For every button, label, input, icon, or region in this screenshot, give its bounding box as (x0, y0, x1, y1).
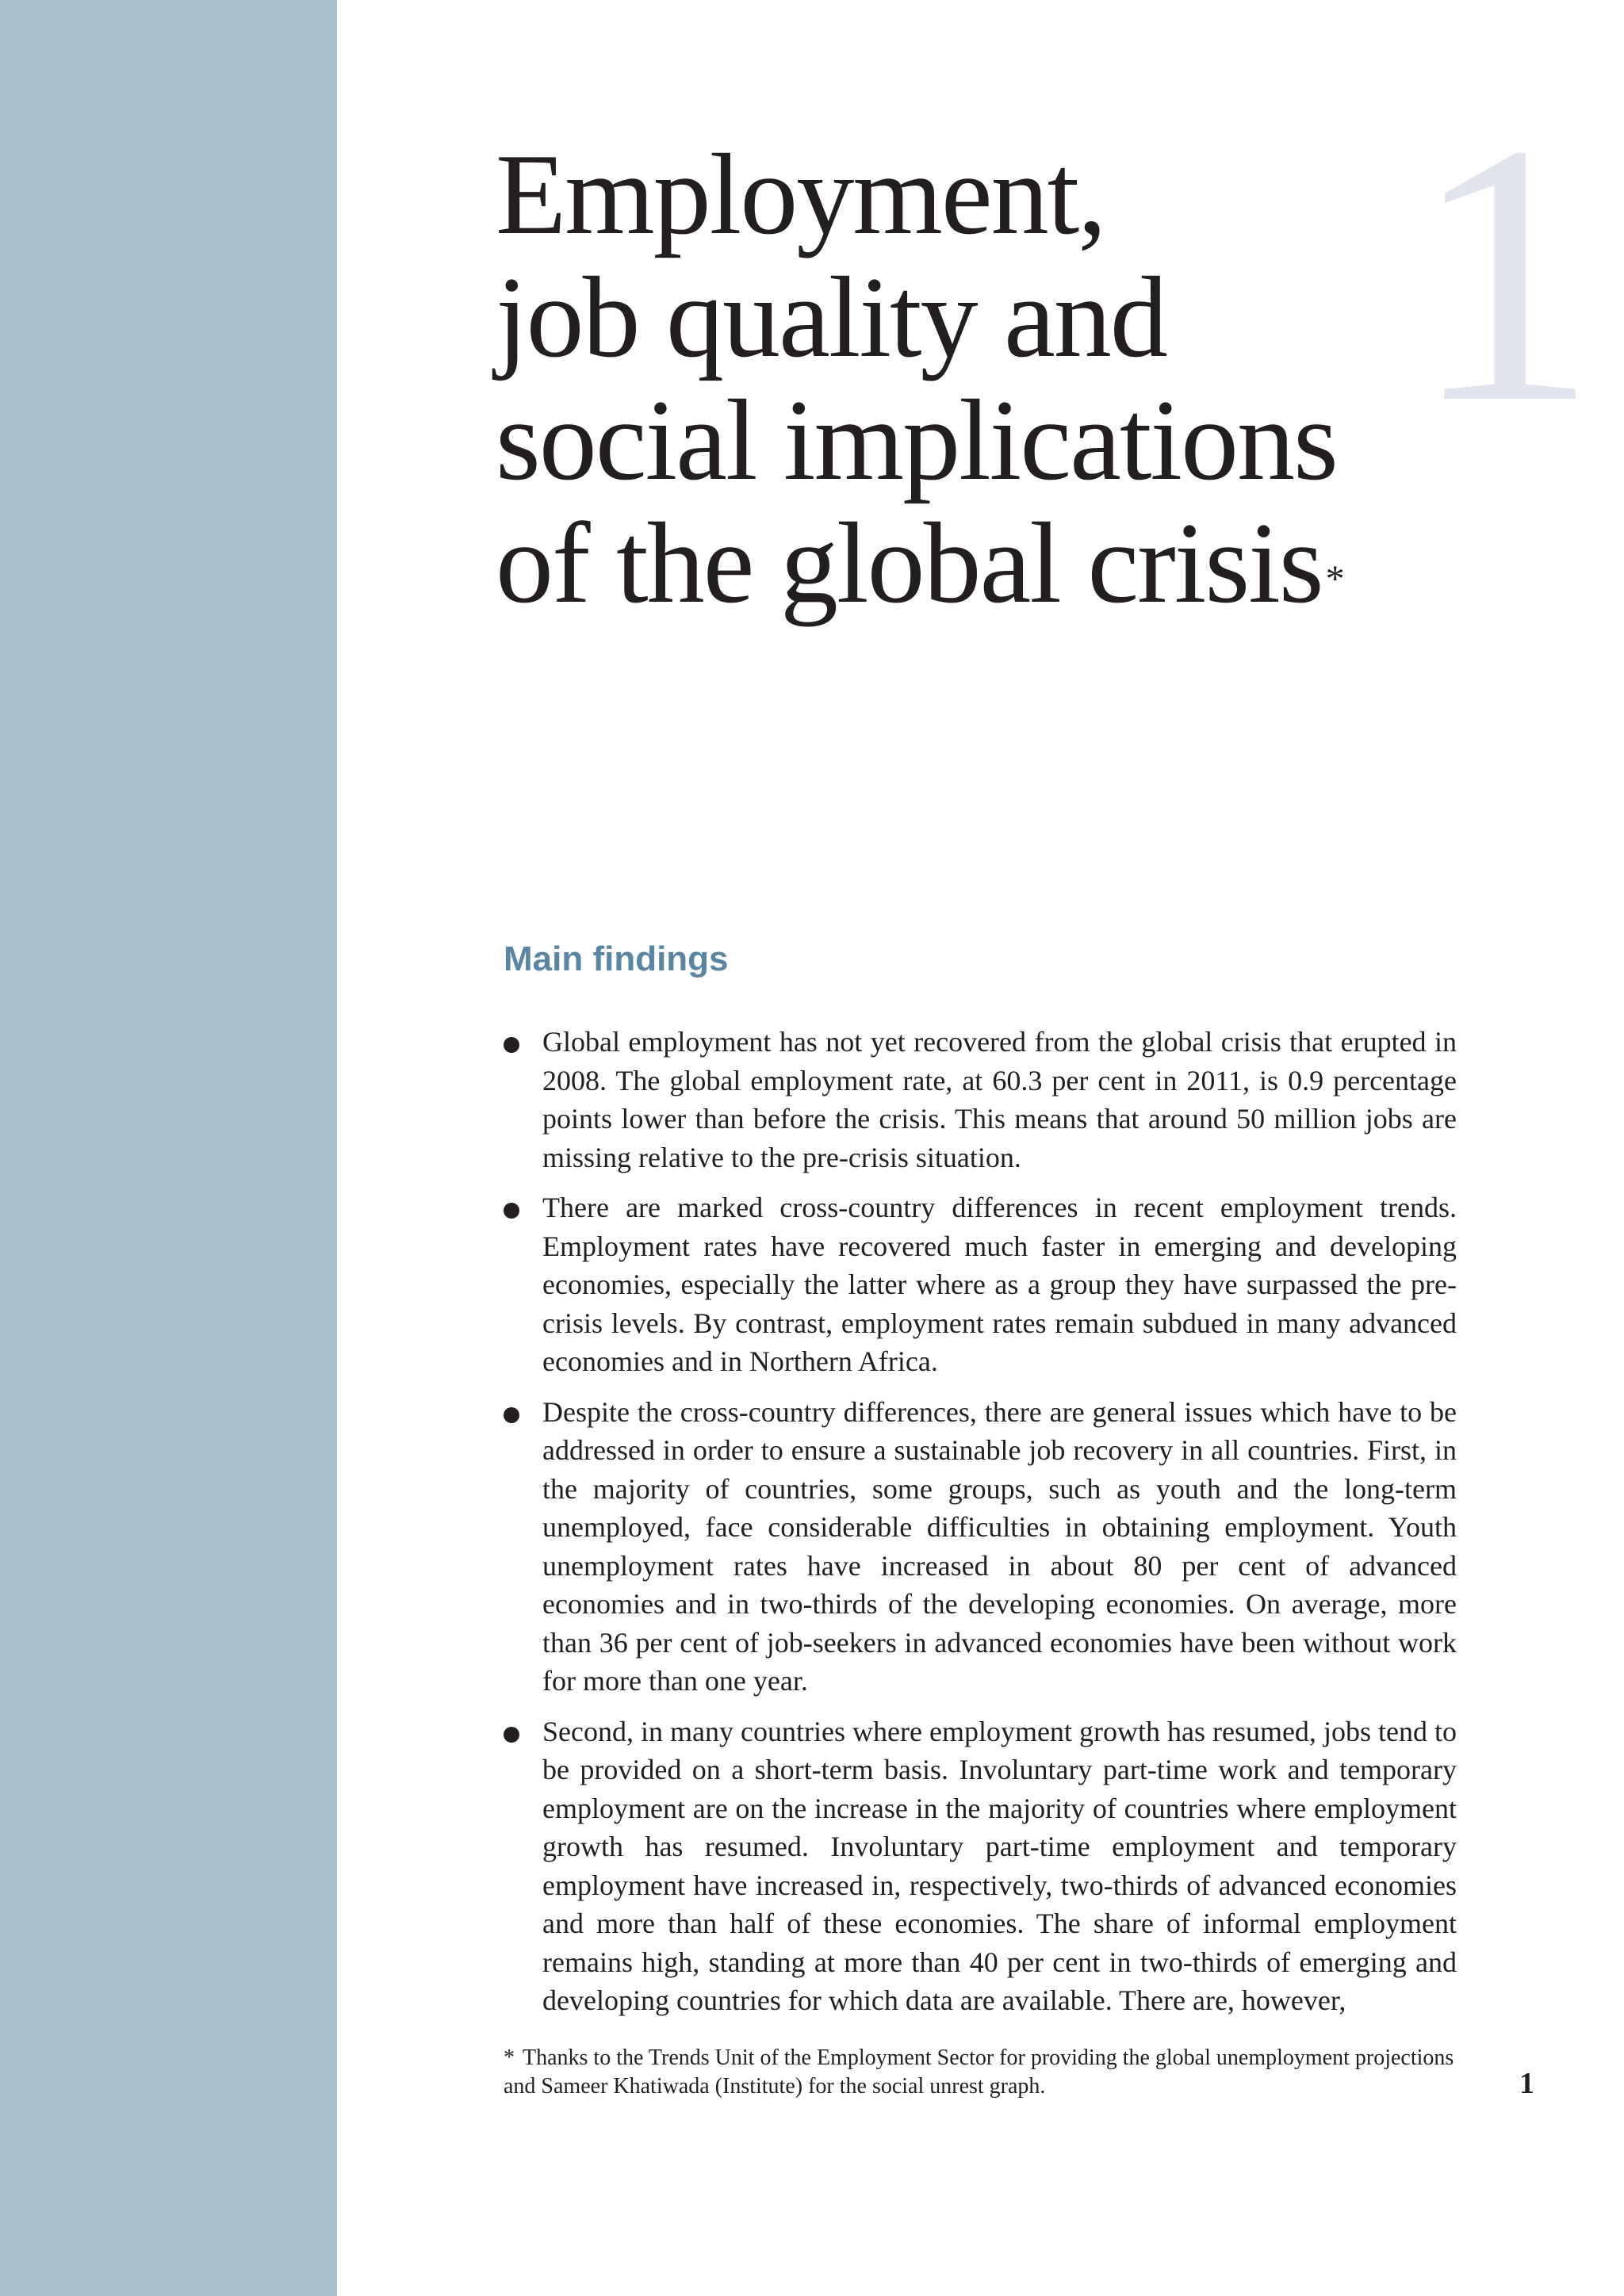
finding-text: Despite the cross-country differences, there are general issues which have to be addressed in order to ensure a sustainable job recovery in all countries. First, in the majority of countries, some groups, such as youth and the long-term unemployed, face considerable difficulties in obtaining employment. Youth unemployment rates have increased in about 80 per cent of advanced economies and in two-thirds of the developing economies. On average, more than 36 per cent of job-seekers in advanced economies have been without work for more than one year. (542, 1395, 1457, 1697)
chapter-title-line-3: social implications (496, 376, 1337, 504)
finding-item (504, 1712, 1457, 2020)
page-number: 1 (1519, 2067, 1534, 2100)
bullet-icon (504, 1203, 519, 1219)
finding-text: Second, in many countries where employment growth has resumed, jobs tend to be provided on a short-term basis. Involuntary part-time work and temporary employment are on the increase in the majority of countries where employment growth has resumed. Involuntary part-time employment and temporary employment have increased in, respectively, two-thirds of advanced economies and more than half of these economies. The share of informal employment remains high, standing at more than 40 per cent in two-thirds of emerging and developing countries for which data are available. There are, however, (542, 1715, 1457, 2016)
footnote-mark: * (504, 2045, 515, 2070)
chapter-title-line-2: job quality and (496, 253, 1166, 381)
section-heading: Main findings (504, 939, 729, 978)
finding-text: Global employment has not yet recovered from the global crisis that erupted in 2008. The global employment rate, at 60.3 per cent in 2011, is 0.9 percentage points lower than before the crisis. This means that around 50 million jobs are missing relative to the pre-crisis situation. (542, 1026, 1457, 1173)
findings-list (504, 1023, 1457, 2032)
chapter-title-line-1: Employment, (496, 130, 1105, 258)
chapter-number: 1 (1411, 67, 1598, 480)
side-color-band (0, 0, 337, 2296)
bullet-icon (504, 1407, 519, 1423)
finding-item (504, 1393, 1457, 1701)
footnote-reference-asterisk: * (1325, 558, 1343, 600)
footnote-text: Thanks to the Trends Unit of the Employment Sector for providing the global unemployment projections and Sameer Khatiwada (Institute) for the social unrest graph. (504, 2045, 1454, 2099)
bullet-icon (504, 1037, 519, 1053)
chapter-title-line-4-text: of the global crisis (496, 499, 1323, 627)
chapter-title-line-4 (496, 499, 1447, 627)
finding-item (504, 1023, 1457, 1177)
finding-text: There are marked cross-country differences in recent employment trends. Employment rates have recovered much faster in emerging and developing economies, especially the latter where as a group they have surpassed the pre-crisis levels. By contrast, employment rates remain subdued in many advanced economies and in Northern Africa. (542, 1192, 1457, 1377)
bullet-icon (504, 1727, 519, 1743)
finding-item (504, 1188, 1457, 1381)
footnote (504, 2044, 1457, 2101)
chapter-title (496, 130, 1447, 627)
